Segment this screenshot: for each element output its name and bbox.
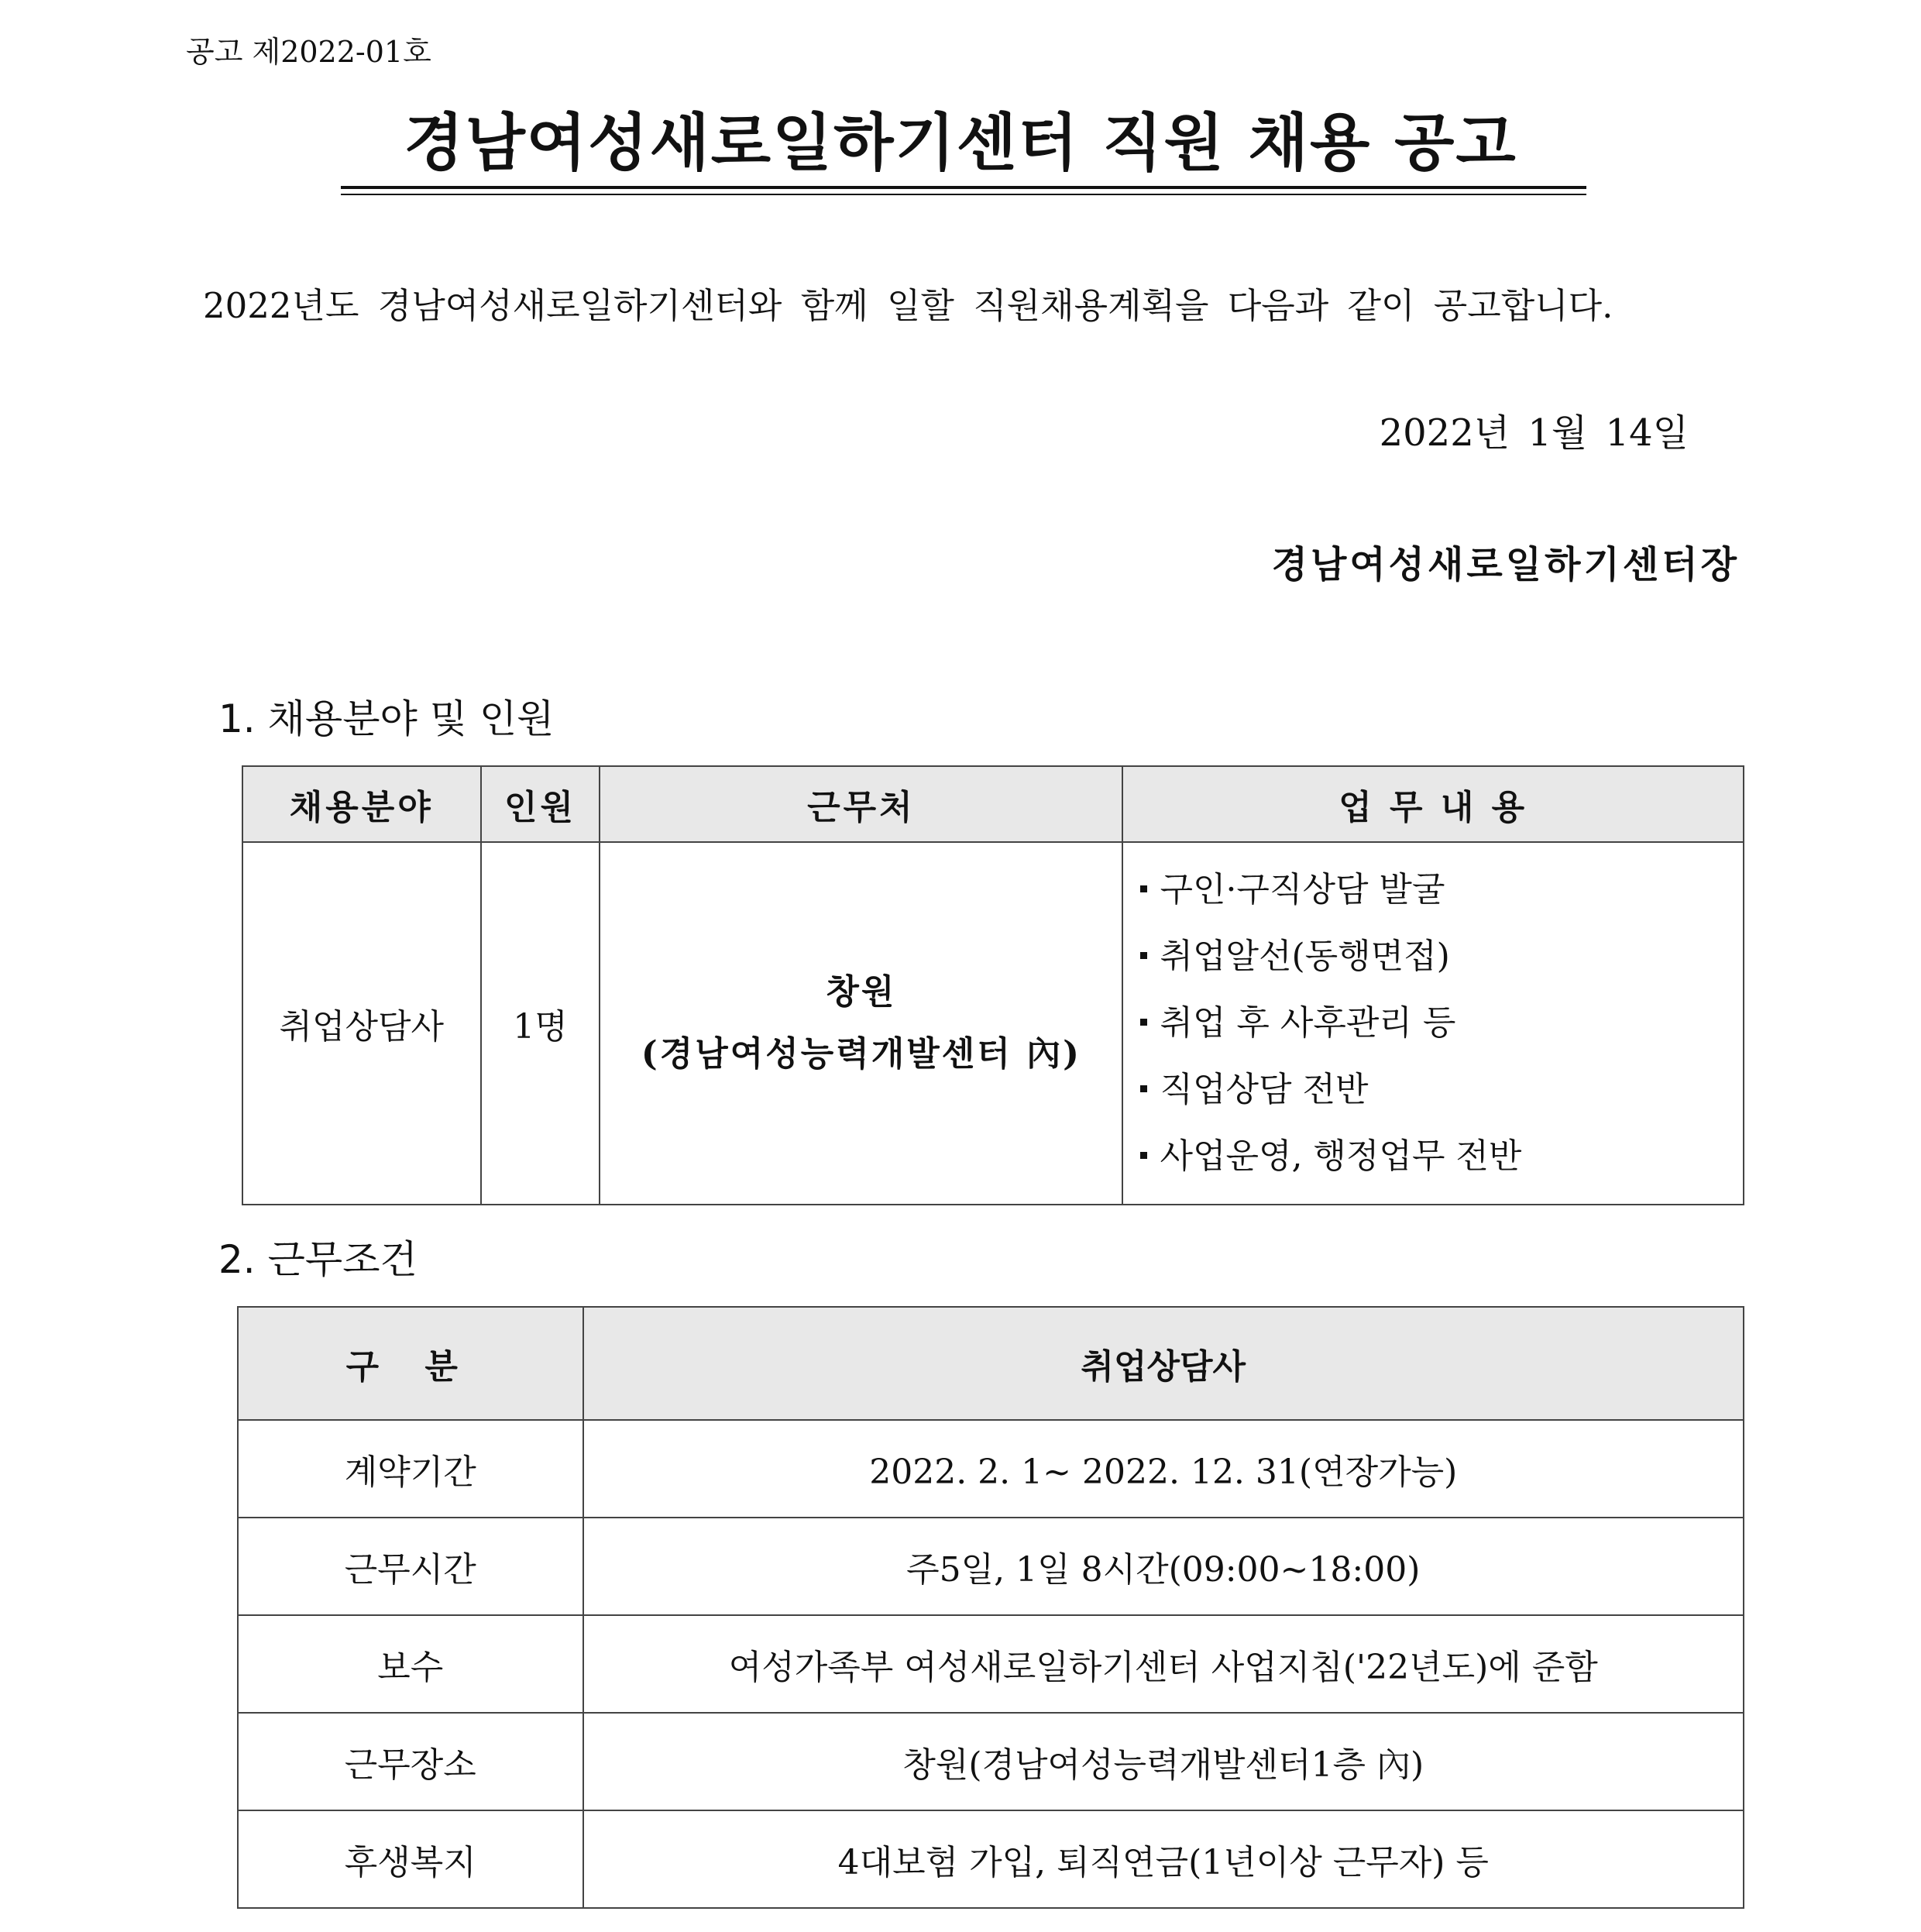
table-row — [238, 1713, 1744, 1810]
table-row — [242, 842, 1744, 1205]
section-heading-recruitment: 1. 채용분야 및 인원 — [218, 696, 555, 741]
header-category: 구 분 — [238, 1307, 583, 1420]
condition-label: 보수 — [238, 1615, 583, 1713]
header-workplace: 근무처 — [600, 766, 1122, 842]
section-heading-conditions: 2. 근무조건 — [218, 1237, 418, 1282]
duty-text: 사업운영, 행정업무 전반 — [1160, 1136, 1522, 1176]
table-row — [238, 1518, 1744, 1615]
condition-label: 후생복지 — [238, 1810, 583, 1908]
title-underline-thick — [341, 186, 1586, 189]
header-position: 취업상담사 — [583, 1307, 1744, 1420]
table-row — [238, 1615, 1744, 1713]
page-title: 경남여성새로일하기센터 직원 채용 공고 — [404, 107, 1517, 179]
condition-label: 계약기간 — [238, 1420, 583, 1518]
condition-value: 2022. 2. 1~ 2022. 12. 31(연장가능) — [583, 1420, 1744, 1518]
table-header-row — [238, 1307, 1744, 1420]
square-bullet-icon — [1140, 952, 1147, 959]
condition-value: 여성가족부 여성새로일하기센터 사업지침('22년도)에 준함 — [583, 1615, 1744, 1713]
workplace-cell — [600, 842, 1122, 1205]
condition-value: 주5일, 1일 8시간(09:00~18:00) — [583, 1518, 1744, 1615]
notice-number: 공고 제2022-01호 — [186, 35, 431, 69]
intro-paragraph: 2022년도 경남여성새로일하기센터와 함께 일할 직원채용계획을 다음과 같이 공고합니다. — [203, 285, 1613, 326]
signer-name: 경남여성새로일하기센터장 — [1271, 543, 1740, 586]
condition-label: 근무장소 — [238, 1713, 583, 1810]
square-bullet-icon — [1140, 1019, 1147, 1026]
header-field: 채용분야 — [242, 766, 481, 842]
duty-item — [1140, 857, 1743, 923]
header-duties: 업 무 내 용 — [1122, 766, 1744, 842]
duty-item — [1140, 1123, 1743, 1190]
duties-cell — [1122, 842, 1744, 1205]
condition-value: 창원(경남여성능력개발센터1층 內) — [583, 1713, 1744, 1810]
condition-value: 4대보험 가입, 퇴직연금(1년이상 근무자) 등 — [583, 1810, 1744, 1908]
duty-item — [1140, 1057, 1743, 1123]
duty-text: 취업알선(동행면접) — [1160, 937, 1450, 976]
recruitment-table — [242, 765, 1744, 1205]
title-underline-thin — [341, 194, 1586, 195]
table-row — [238, 1420, 1744, 1518]
table-header-row — [242, 766, 1744, 842]
square-bullet-icon — [1140, 1152, 1147, 1159]
square-bullet-icon — [1140, 1085, 1147, 1092]
header-count: 인원 — [481, 766, 600, 842]
duty-text: 직업상담 전반 — [1160, 1070, 1369, 1109]
conditions-table — [237, 1306, 1744, 1909]
notice-date: 2022년 1월 14일 — [1379, 411, 1689, 455]
duty-item — [1140, 923, 1743, 990]
duty-text: 취업 후 사후관리 등 — [1160, 1003, 1456, 1043]
field-cell: 취업상담사 — [242, 842, 481, 1205]
duty-item — [1140, 990, 1743, 1057]
square-bullet-icon — [1140, 885, 1147, 892]
condition-label: 근무시간 — [238, 1518, 583, 1615]
workplace-detail: (경남여성능력개발센터 內) — [641, 1034, 1081, 1074]
duty-text: 구인·구직상담 발굴 — [1160, 870, 1445, 909]
count-cell: 1명 — [481, 842, 600, 1205]
workplace-city: 창원 — [826, 972, 897, 1012]
table-row — [238, 1810, 1744, 1908]
